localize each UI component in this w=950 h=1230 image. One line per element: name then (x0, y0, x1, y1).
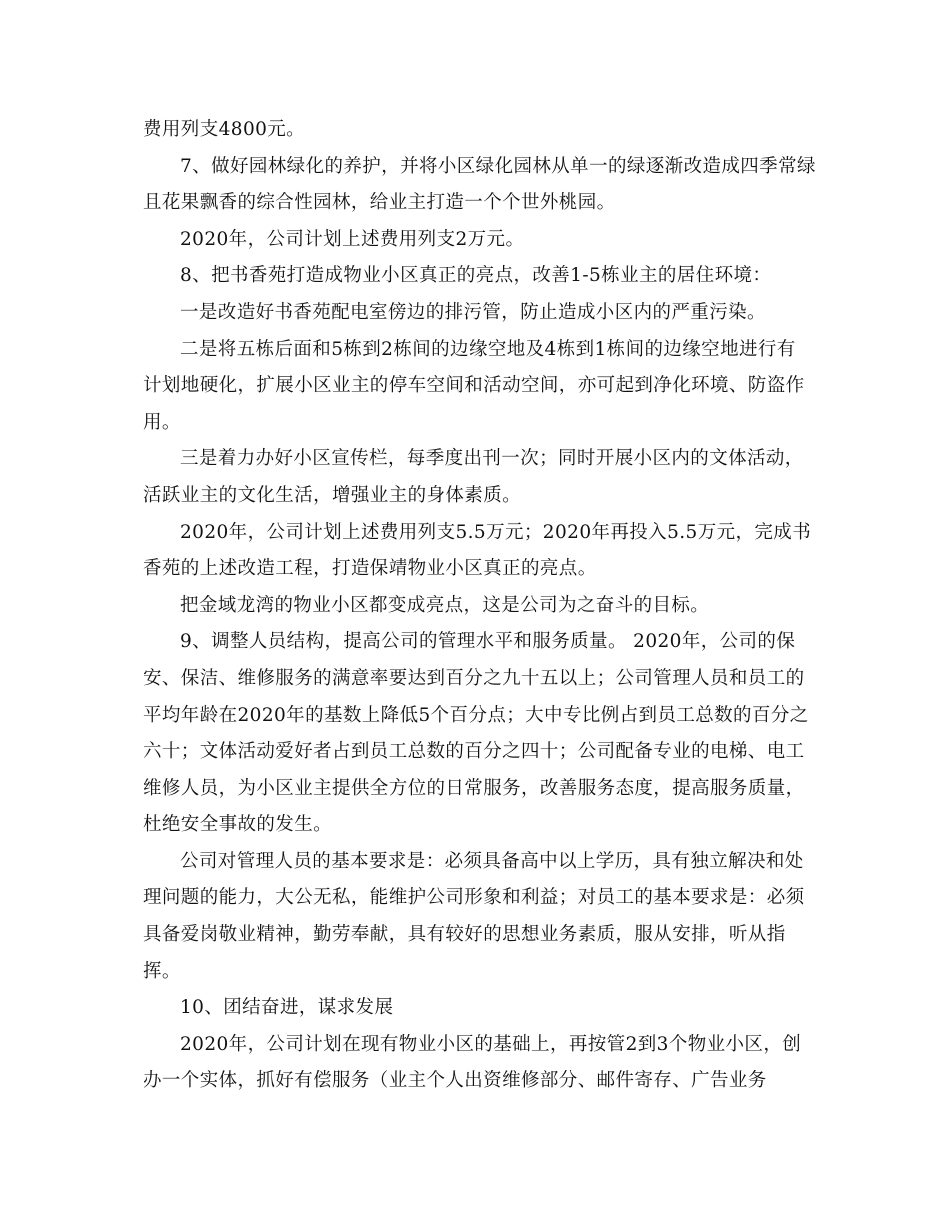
text-line: 公司对管理人员的基本要求是：必须具备高中以上学历，具有独立解决和处 (180, 850, 804, 872)
text-line: 安、保洁、维修服务的满意率要达到百分之九十五以上；公司管理人员和员工的 (143, 667, 805, 689)
text-line: 杜绝安全事故的发生。 (143, 814, 333, 836)
text-line: 计划地硬化，扩展小区业主的停车空间和活动空间，亦可起到净化环境、防盗作 (143, 375, 805, 397)
text-line: 10、团结奋进，谋求发展 (180, 997, 394, 1019)
text-line: 用。 (143, 411, 181, 433)
text-line: 三是着力办好小区宣传栏，每季度出刊一次；同时开展小区内的文体活动， (180, 448, 804, 470)
text-line: 费用列支4800元。 (143, 119, 306, 140)
text-line: 办一个实体，抓好有偿服务（业主个人出资维修部分、邮件寄存、广告业务 (143, 1070, 767, 1092)
text-line: 具备爱岗敬业精神，勤劳奉献，具有较好的思想业务素质，服从安排，听从指 (143, 924, 786, 946)
text-line: 二是将五栋后面和5栋到2栋间的边缘空地及4栋到1栋间的边缘空地进行有 (180, 338, 796, 360)
text-line: 六十；文体活动爱好者占到员工总数的百分之四十；公司配备专业的电梯、电工 (143, 741, 805, 763)
text-line: 且花果飘香的综合性园林，给业主打造一个个世外桃园。 (143, 192, 616, 214)
text-line: 8、把书香苑打造成物业小区真正的亮点，改善1-5栋业主的居住环境： (180, 265, 772, 287)
text-line: 理问题的能力，大公无私，能维护公司形象和利益；对员工的基本要求是：必须 (143, 887, 805, 909)
text-line: 挥。 (143, 960, 181, 982)
text-line: 维修人员，为小区业主提供全方位的日常服务，改善服务态度，提高服务质量， (143, 777, 805, 799)
text-line: 一是改造好书香苑配电室傍边的排污管，防止造成小区内的严重污染。 (180, 301, 766, 323)
text-line: 把金域龙湾的物业小区都变成亮点，这是公司为之奋斗的目标。 (180, 594, 710, 616)
text-line: 活跃业主的文化生活，增强业主的身体素质。 (143, 484, 522, 506)
text-line: 2020年，公司计划上述费用列支2万元。 (180, 228, 525, 250)
text-line: 香苑的上述改造工程，打造保靖物业小区真正的亮点。 (143, 558, 597, 580)
text-line: 2020年，公司计划上述费用列支5.5万元；2020年再投入5.5万元，完成书 (180, 521, 812, 543)
document-body (143, 112, 816, 1100)
text-line: 2020年，公司计划在现有物业小区的基础上，再按管2到3个物业小区，创 (180, 1033, 802, 1055)
text-line: 9、调整人员结构，提高公司的管理水平和服务质量。 2020年，公司的保 (180, 631, 796, 653)
text-line: 7、做好园林绿化的养护，并将小区绿化园林从单一的绿逐渐改造成四季常绿 (180, 155, 816, 177)
text-line: 平均年龄在2020年的基数上降低5个百分点；大中专比例占到员工总数的百分之 (143, 704, 809, 726)
